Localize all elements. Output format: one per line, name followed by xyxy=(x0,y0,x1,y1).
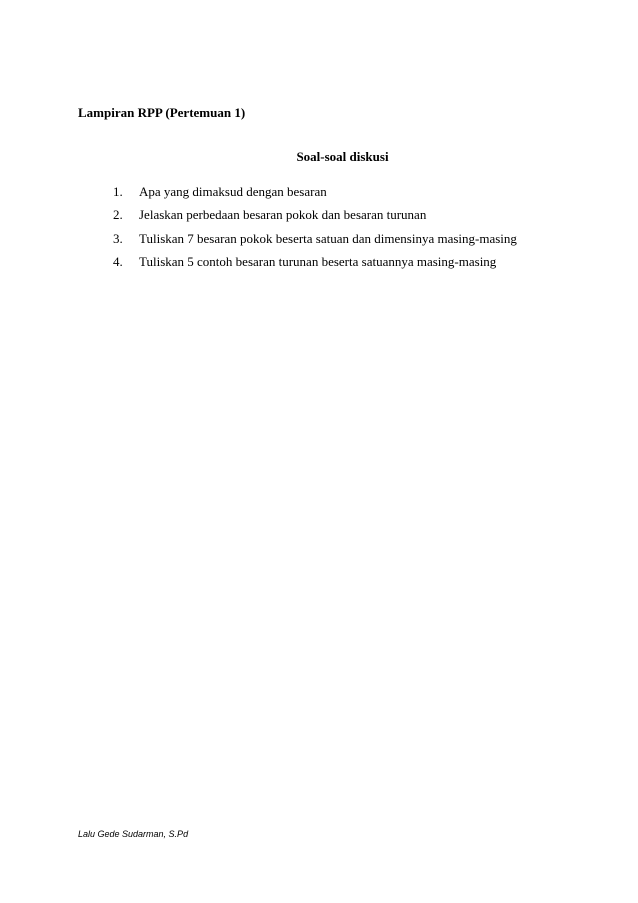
list-item xyxy=(113,227,517,251)
question-list xyxy=(113,180,517,274)
page-heading: Lampiran RPP (Pertemuan 1) xyxy=(78,105,246,120)
page-footer: Lalu Gede Sudarman, S.Pd xyxy=(78,829,189,839)
question-number: 3. xyxy=(113,230,123,246)
list-item xyxy=(113,204,517,228)
question-number: 1. xyxy=(113,183,123,199)
question-number: 2. xyxy=(113,207,123,223)
question-text: Apa yang dimaksud dengan besaran xyxy=(139,183,327,199)
list-item xyxy=(113,180,517,204)
question-number: 4. xyxy=(113,254,123,270)
section-title: Soal-soal diskusi xyxy=(296,149,389,164)
question-text: Jelaskan perbedaan besaran pokok dan besaran turunan xyxy=(139,207,427,223)
list-item xyxy=(113,251,517,275)
question-text: Tuliskan 5 contoh besaran turunan beserta satuannya masing-masing xyxy=(139,254,497,270)
question-text: Tuliskan 7 besaran pokok beserta satuan dan dimensinya masing-masing xyxy=(139,230,517,246)
